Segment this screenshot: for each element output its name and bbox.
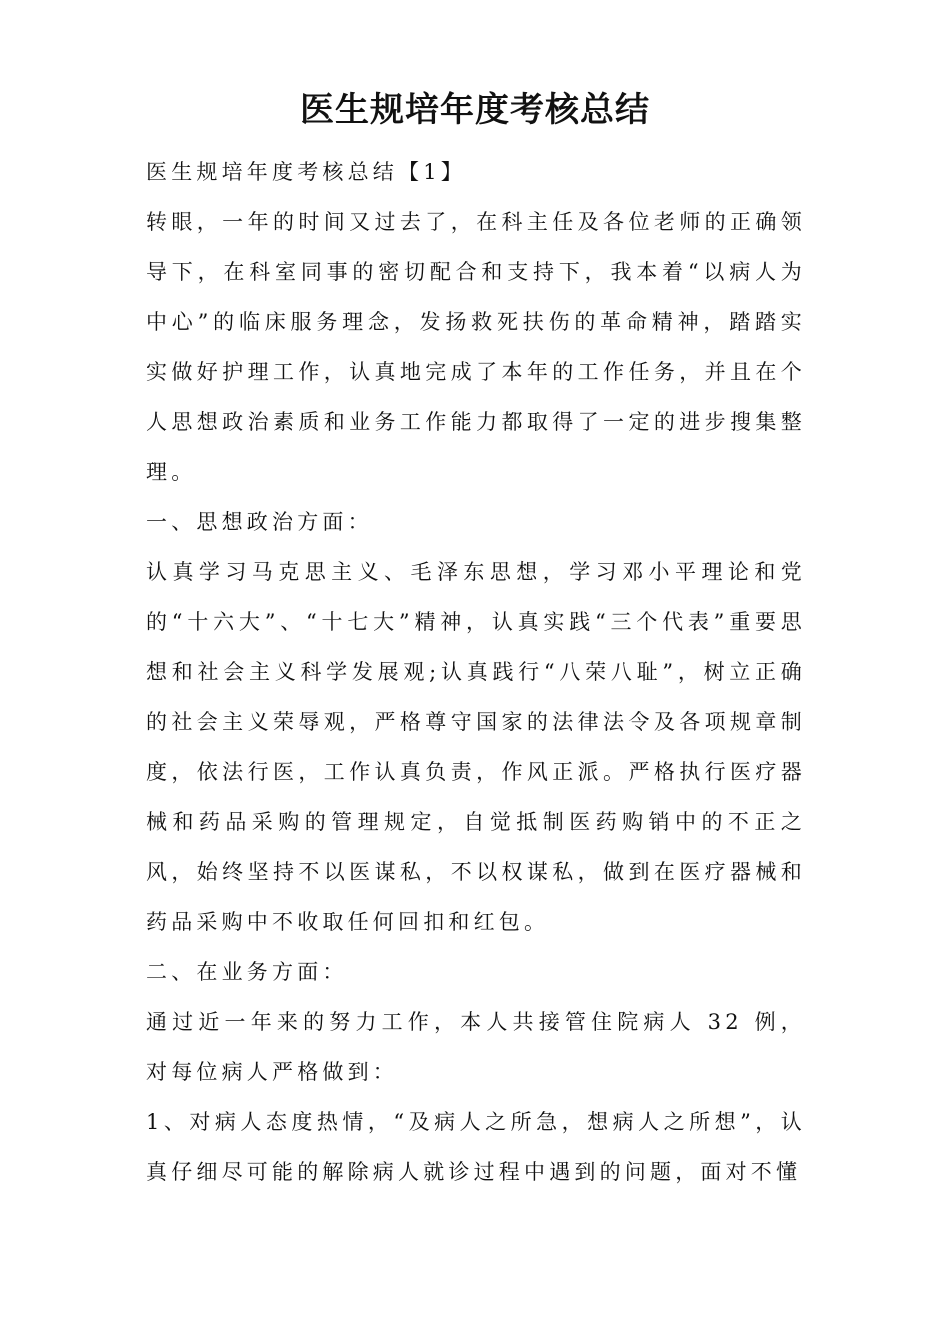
section-heading: 二、在业务方面： — [146, 960, 348, 984]
body-paragraph: 通过近一年来的努力工作，本人共接管住院病人 32 例，对每位病人严格做到： — [146, 1010, 806, 1084]
section-heading: 医生规培年度考核总结【1】 — [146, 160, 466, 184]
body-paragraph: 转眼，一年的时间又过去了，在科主任及各位老师的正确领导下，在科室同事的密切配合和支持下，我本着“以病人为中心”的临床服务理念，发扬救死扶伤的革命精神，踏踏实实做好护理工作，认真地完成了本年的工作任务，并且在个人思想政治素质和业务工作能力都取得了一定的进步搜集整理。 — [146, 210, 806, 484]
document-body — [146, 147, 806, 1197]
section-heading: 一、思想政治方面： — [146, 510, 373, 534]
body-paragraph: 1、对病人态度热情，“及病人之所急，想病人之所想”，认真仔细尽可能的解除病人就诊过程中遇到的问题，面对不懂 — [146, 1110, 806, 1184]
body-paragraph: 认真学习马克思主义、毛泽东思想，学习邓小平理论和党的“十六大”、“十七大”精神，认真实践“三个代表”重要思想和社会主义科学发展观;认真践行“八荣八耻”，树立正确的社会主义荣辱观，严格尊守国家的法律法令及各项规章制度，依法行医，工作认真负责，作风正派。严格执行医疗器械和药品采购的管理规定，自觉抵制医药购销中的不正之风，始终坚持不以医谋私，不以权谋私，做到在医疗器械和药品采购中不收取任何回扣和红包。 — [146, 560, 806, 934]
document-title: 医生规培年度考核总结 — [300, 90, 650, 130]
